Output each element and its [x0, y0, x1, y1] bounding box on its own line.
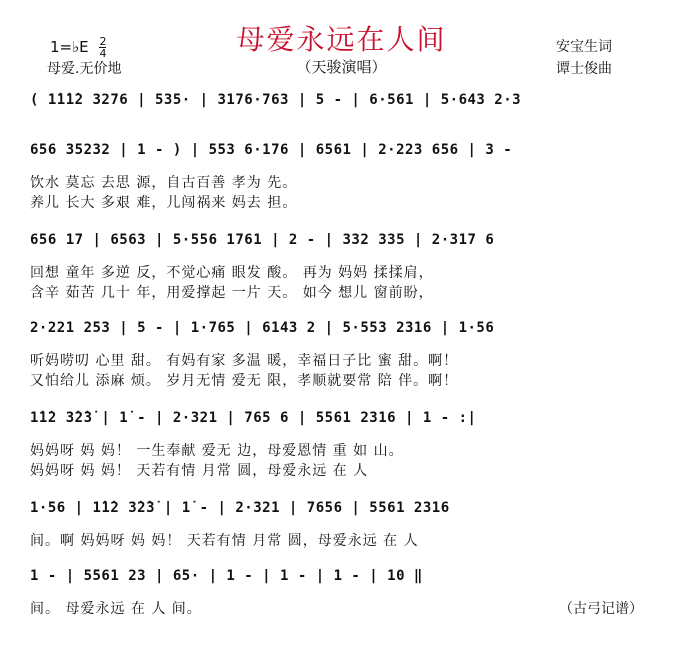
lyric-line: 又怕给儿 添麻 烦。 岁月无情 爱无 限，孝顺就要常 陪 伴。啊！ — [30, 373, 459, 389]
key-signature — [50, 36, 106, 59]
expression-marking: 母爱.无价地 — [47, 61, 122, 77]
lyric-line: 间。啊 妈妈呀 妈 妈！ 天若有情 月常 圆，母爱永远 在 人 — [30, 533, 419, 549]
score-row — [30, 410, 640, 436]
notation-line: 2·221 253 | 5 - | 1·765 | 6143 2 | 5·553 2316 | 1·56 — [30, 320, 495, 336]
lyric-line: 饮水 莫忘 去思 源，自古百善 孝为 先。 — [30, 175, 298, 191]
singer-credit: （天骏演唱） — [296, 58, 387, 76]
time-signature-top: 2 — [99, 35, 107, 48]
notation-line: 656 35232 | 1 - ) | 553 6·176 | 6561 | 2·223 656 | 3 - — [30, 142, 513, 158]
score-row — [30, 232, 640, 258]
notation-line: 1 - | 5561 23 | 65· | 1 - | 1 - | 1 - | 10 ‖ — [30, 568, 423, 584]
lyricist-credit: 安宝生词 — [556, 39, 612, 55]
notation-line: 1̇1̇2 3̇2̇3̇ | 1̇ - | 2·321 | 765 6 | 5561 2316 | 1 - :| — [30, 410, 477, 426]
score-row — [30, 142, 640, 168]
lyric-line: 妈妈呀 妈 妈！ 一生奉献 爱无 边，母爱恩情 重 如 山。 — [30, 443, 404, 459]
notation-line: ( 1̇1̇1̇2 3276 | 535· | 3176·763 | 5 - | 6·561 | 5·643 2·3 — [30, 92, 522, 108]
lyric-line: 回想 童年 多逆 反，不觉心痛 眼发 酸。 再为 妈妈 揉揉肩， — [30, 265, 434, 281]
time-signature — [99, 36, 106, 59]
time-signature-bottom: 4 — [99, 47, 107, 60]
lyric-line: 养儿 长大 多艰 难，儿闯祸来 妈去 担。 — [30, 195, 298, 211]
lyric-line: 间。 母爱永远 在 人 间。 — [30, 601, 202, 617]
lyric-line: 妈妈呀 妈 妈！ 天若有情 月常 圆，母爱永远 在 人 — [30, 463, 369, 479]
song-title: 母爱永远在人间 — [236, 23, 447, 56]
notation-line: 656 17 | 6563 | 5·556 1761 | 2 - | 332 335 | 2·317 6 — [30, 232, 495, 248]
notation-line: 1·56 | 1̇1̇2 3̇2̇3̇ | 1̇ - | 2·321 | 7656 | 5561 2316 — [30, 500, 450, 516]
composer-credit: 谭士俊曲 — [556, 61, 612, 77]
transcriber-credit: （古弓记谱） — [559, 601, 643, 617]
lyric-line: 含辛 茹苦 几十 年，用爱撑起 一片 天。 如今 想儿 窗前盼， — [30, 285, 434, 301]
lyric-line: 听妈唠叨 心里 甜。 有妈有家 多温 暖，幸福日子比 蜜 甜。啊！ — [30, 353, 459, 369]
key-label: 1=♭E — [50, 38, 89, 56]
score-row — [30, 500, 640, 526]
score-row — [30, 92, 640, 118]
score-row — [30, 320, 640, 346]
score-row — [30, 568, 640, 594]
